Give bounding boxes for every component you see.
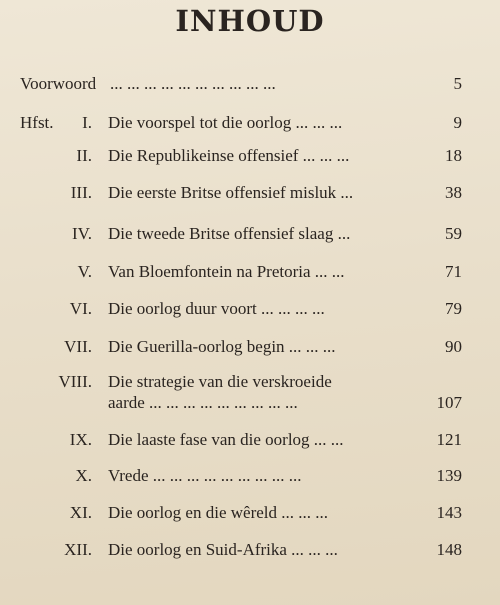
chapter-page: 148 — [436, 540, 462, 559]
chapter-page: 107 — [436, 393, 462, 412]
chapter-title: Die voorspel tot die oorlog ... ... ... — [108, 113, 343, 132]
chapter-title: Vrede ... ... ... ... ... ... ... ... ... — [108, 466, 302, 485]
chapter-number: VII. — [64, 337, 92, 356]
chapter-number: V. — [77, 262, 92, 281]
chapter-title: Die tweede Britse offensief slaag ... — [108, 224, 351, 243]
chapter-page: 18 — [445, 146, 462, 165]
preface-dots: ... ... ... ... ... ... ... ... ... ... — [110, 74, 276, 93]
preface-label: Voorwoord — [20, 74, 97, 93]
chapter-title: Die oorlog duur voort ... ... ... ... — [108, 299, 325, 318]
chapter-title: Die Guerilla-oorlog begin ... ... ... — [108, 337, 336, 356]
chapter-title: Die oorlog en Suid-Afrika ... ... ... — [108, 540, 338, 559]
chapter-number: III. — [70, 183, 92, 202]
chapter-title: Die oorlog en die wêreld ... ... ... — [108, 503, 328, 522]
preface-page: 5 — [453, 74, 462, 93]
chapter-title-continued: aarde ... ... ... ... ... ... ... ... ... — [108, 393, 298, 412]
chapter-number: I. — [82, 113, 92, 132]
chapter-number: X. — [75, 466, 92, 485]
chapter-page: 59 — [445, 224, 462, 243]
chapter-number: II. — [76, 146, 92, 165]
chapter-page: 139 — [436, 466, 462, 485]
chapter-title: Die Republikeinse offensief ... ... ... — [108, 146, 350, 165]
chapter-page: 38 — [445, 183, 462, 202]
chapter-page: 90 — [445, 337, 462, 356]
chapter-number: IV. — [72, 224, 92, 243]
chapter-title: Die strategie van die verskroeide — [108, 372, 332, 391]
chapter-title: Die laaste fase van die oorlog ... ... — [108, 430, 344, 449]
chapter-title: Die eerste Britse offensief misluk ... — [108, 183, 354, 202]
chapter-page: 71 — [445, 262, 462, 281]
chapter-title: Van Bloemfontein na Pretoria ... ... — [108, 262, 345, 281]
chapter-page: 79 — [445, 299, 462, 318]
chapter-prefix: Hfst. — [20, 113, 54, 132]
chapter-number: VIII. — [58, 372, 92, 391]
chapter-page: 9 — [453, 113, 462, 132]
chapter-number: XII. — [64, 540, 92, 559]
chapter-page: 143 — [436, 503, 462, 522]
chapter-page: 121 — [436, 430, 462, 449]
chapter-number: VI. — [69, 299, 92, 318]
chapter-number: XI. — [69, 503, 92, 522]
page-title: INHOUD — [175, 4, 325, 38]
chapter-number: IX. — [69, 430, 92, 449]
